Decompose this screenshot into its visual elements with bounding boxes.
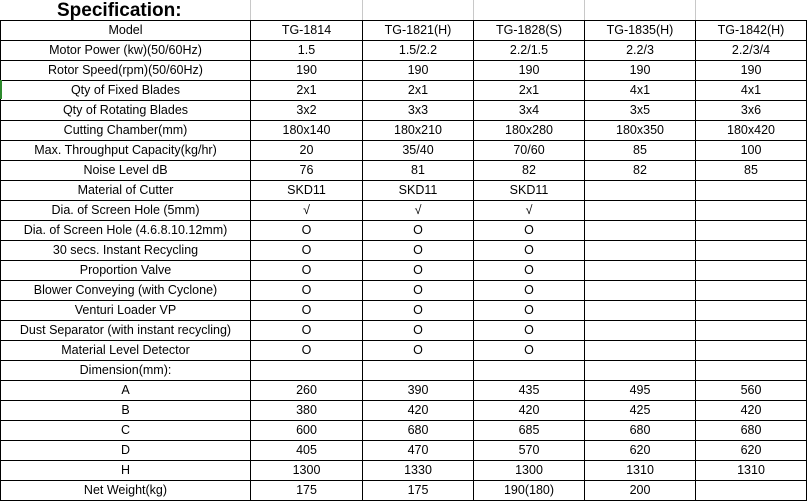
table-cell: 1.5/2.2 bbox=[363, 41, 474, 61]
table-cell: O bbox=[363, 301, 474, 321]
table-cell: 3x3 bbox=[363, 101, 474, 121]
row-label: Dimension(mm): bbox=[1, 361, 251, 381]
table-cell: SKD11 bbox=[363, 181, 474, 201]
row-label: Venturi Loader VP bbox=[1, 301, 251, 321]
table-cell: O bbox=[474, 241, 585, 261]
header-cell: TG-1842(H) bbox=[696, 21, 807, 41]
table-cell: SKD11 bbox=[251, 181, 363, 201]
table-cell: 435 bbox=[474, 381, 585, 401]
row-label: Material of Cutter bbox=[1, 181, 251, 201]
table-cell: 190 bbox=[585, 61, 696, 81]
row-label: Material Level Detector bbox=[1, 341, 251, 361]
table-cell: O bbox=[251, 261, 363, 281]
header-cell: TG-1835(H) bbox=[585, 21, 696, 41]
table-cell bbox=[585, 221, 696, 241]
table-row bbox=[1, 481, 807, 501]
table-cell: 680 bbox=[696, 421, 807, 441]
table-row bbox=[1, 241, 807, 261]
table-cell bbox=[696, 321, 807, 341]
table-cell: O bbox=[474, 261, 585, 281]
spec-body bbox=[1, 41, 807, 501]
table-row bbox=[1, 281, 807, 301]
table-row bbox=[1, 161, 807, 181]
table-cell: O bbox=[363, 321, 474, 341]
row-label: Net Weight(kg) bbox=[1, 481, 251, 501]
table-cell bbox=[585, 201, 696, 221]
table-cell: 3x5 bbox=[585, 101, 696, 121]
table-cell bbox=[585, 281, 696, 301]
table-cell: 2x1 bbox=[474, 81, 585, 101]
table-cell: O bbox=[363, 261, 474, 281]
table-cell: 81 bbox=[363, 161, 474, 181]
table-cell: 175 bbox=[251, 481, 363, 501]
table-row bbox=[1, 261, 807, 281]
table-row bbox=[1, 201, 807, 221]
table-cell: 4x1 bbox=[585, 81, 696, 101]
table-cell bbox=[251, 361, 363, 381]
table-cell: 2x1 bbox=[251, 81, 363, 101]
table-cell: 76 bbox=[251, 161, 363, 181]
table-cell: 570 bbox=[474, 441, 585, 461]
header-cell: Model bbox=[1, 21, 251, 41]
table-row bbox=[1, 141, 807, 161]
table-cell: 190 bbox=[696, 61, 807, 81]
row-label: Max. Throughput Capacity(kg/hr) bbox=[1, 141, 251, 161]
header-row bbox=[1, 21, 807, 41]
row-label: Motor Power (kw)(50/60Hz) bbox=[1, 41, 251, 61]
table-cell: 620 bbox=[696, 441, 807, 461]
table-cell: 680 bbox=[363, 421, 474, 441]
table-cell: 2.2/1.5 bbox=[474, 41, 585, 61]
table-cell: 180x280 bbox=[474, 121, 585, 141]
table-cell: 85 bbox=[696, 161, 807, 181]
table-cell: 3x6 bbox=[696, 101, 807, 121]
table-cell: O bbox=[251, 221, 363, 241]
grid-line bbox=[584, 0, 585, 20]
table-cell: 20 bbox=[251, 141, 363, 161]
row-label: Dia. of Screen Hole (5mm) bbox=[1, 201, 251, 221]
table-cell: 200 bbox=[585, 481, 696, 501]
table-cell: √ bbox=[251, 201, 363, 221]
table-cell: 405 bbox=[251, 441, 363, 461]
table-cell: 600 bbox=[251, 421, 363, 441]
grid-line bbox=[250, 0, 251, 20]
table-cell: 1330 bbox=[363, 461, 474, 481]
header-cell: TG-1814 bbox=[251, 21, 363, 41]
table-cell: 4x1 bbox=[696, 81, 807, 101]
table-cell: O bbox=[251, 281, 363, 301]
table-cell bbox=[696, 201, 807, 221]
row-label: B bbox=[1, 401, 251, 421]
table-cell: 620 bbox=[585, 441, 696, 461]
spec-table bbox=[0, 20, 807, 501]
table-row bbox=[1, 121, 807, 141]
table-cell: O bbox=[474, 301, 585, 321]
table-row bbox=[1, 461, 807, 481]
table-cell: O bbox=[363, 241, 474, 261]
table-cell: √ bbox=[363, 201, 474, 221]
table-row bbox=[1, 61, 807, 81]
row-label: Proportion Valve bbox=[1, 261, 251, 281]
table-cell bbox=[474, 361, 585, 381]
table-cell bbox=[696, 241, 807, 261]
table-cell: 100 bbox=[696, 141, 807, 161]
table-cell: O bbox=[474, 321, 585, 341]
row-label: Blower Conveying (with Cyclone) bbox=[1, 281, 251, 301]
table-row bbox=[1, 181, 807, 201]
grid-line bbox=[362, 0, 363, 20]
table-cell bbox=[585, 361, 696, 381]
table-cell: O bbox=[363, 281, 474, 301]
table-cell: 1300 bbox=[251, 461, 363, 481]
table-cell: 1.5 bbox=[251, 41, 363, 61]
table-cell bbox=[696, 281, 807, 301]
table-cell bbox=[585, 341, 696, 361]
header-cell: TG-1821(H) bbox=[363, 21, 474, 41]
table-cell: O bbox=[251, 301, 363, 321]
grid-line bbox=[473, 0, 474, 20]
table-cell bbox=[696, 261, 807, 281]
table-cell: 1310 bbox=[585, 461, 696, 481]
table-cell: 85 bbox=[585, 141, 696, 161]
table-cell: √ bbox=[474, 201, 585, 221]
row-label: 30 secs. Instant Recycling bbox=[1, 241, 251, 261]
table-cell: 180x210 bbox=[363, 121, 474, 141]
table-cell: 685 bbox=[474, 421, 585, 441]
table-cell bbox=[696, 221, 807, 241]
table-cell: 420 bbox=[474, 401, 585, 421]
table-cell: O bbox=[363, 221, 474, 241]
row-label: Rotor Speed(rpm)(50/60Hz) bbox=[1, 61, 251, 81]
table-cell: 70/60 bbox=[474, 141, 585, 161]
table-cell: 190 bbox=[251, 61, 363, 81]
table-row bbox=[1, 441, 807, 461]
table-cell bbox=[585, 261, 696, 281]
table-row bbox=[1, 401, 807, 421]
table-cell: 425 bbox=[585, 401, 696, 421]
row-label: Qty of Rotating Blades bbox=[1, 101, 251, 121]
table-cell: 2.2/3/4 bbox=[696, 41, 807, 61]
table-cell: 3x4 bbox=[474, 101, 585, 121]
row-label: D bbox=[1, 441, 251, 461]
table-cell: SKD11 bbox=[474, 181, 585, 201]
table-cell: 1300 bbox=[474, 461, 585, 481]
table-cell: 82 bbox=[585, 161, 696, 181]
table-cell bbox=[585, 241, 696, 261]
table-cell: 3x2 bbox=[251, 101, 363, 121]
table-cell: 190(180) bbox=[474, 481, 585, 501]
table-cell: 420 bbox=[363, 401, 474, 421]
table-row bbox=[1, 381, 807, 401]
table-cell: 2x1 bbox=[363, 81, 474, 101]
grid-line bbox=[695, 0, 696, 20]
table-cell bbox=[696, 361, 807, 381]
table-cell: O bbox=[474, 221, 585, 241]
table-row bbox=[1, 221, 807, 241]
table-cell: 180x420 bbox=[696, 121, 807, 141]
table-cell: 560 bbox=[696, 381, 807, 401]
table-cell: O bbox=[251, 241, 363, 261]
table-cell: 190 bbox=[474, 61, 585, 81]
table-cell: 680 bbox=[585, 421, 696, 441]
header-cell: TG-1828(S) bbox=[474, 21, 585, 41]
table-row bbox=[1, 321, 807, 341]
table-cell: 180x140 bbox=[251, 121, 363, 141]
table-row bbox=[1, 361, 807, 381]
table-cell: 390 bbox=[363, 381, 474, 401]
table-cell: 420 bbox=[696, 401, 807, 421]
table-cell: O bbox=[251, 341, 363, 361]
row-selection-marker bbox=[0, 80, 2, 99]
table-row bbox=[1, 101, 807, 121]
table-cell: 175 bbox=[363, 481, 474, 501]
table-cell: 1310 bbox=[696, 461, 807, 481]
row-label: Dia. of Screen Hole (4.6.8.10.12mm) bbox=[1, 221, 251, 241]
row-label: Dust Separator (with instant recycling) bbox=[1, 321, 251, 341]
table-cell bbox=[585, 321, 696, 341]
table-row bbox=[1, 341, 807, 361]
table-cell bbox=[696, 301, 807, 321]
table-cell: 260 bbox=[251, 381, 363, 401]
table-row bbox=[1, 41, 807, 61]
table-cell bbox=[363, 361, 474, 381]
table-cell: 2.2/3 bbox=[585, 41, 696, 61]
table-cell bbox=[696, 341, 807, 361]
table-cell bbox=[585, 301, 696, 321]
table-cell: 380 bbox=[251, 401, 363, 421]
table-cell bbox=[696, 481, 807, 501]
table-cell: 470 bbox=[363, 441, 474, 461]
table-cell: O bbox=[363, 341, 474, 361]
table-cell bbox=[585, 181, 696, 201]
spec-title: Specification: bbox=[57, 0, 182, 21]
table-row bbox=[1, 81, 807, 101]
row-label: H bbox=[1, 461, 251, 481]
table-cell: 190 bbox=[363, 61, 474, 81]
row-label: Qty of Fixed Blades bbox=[1, 81, 251, 101]
table-cell: 180x350 bbox=[585, 121, 696, 141]
table-cell: 495 bbox=[585, 381, 696, 401]
row-label: C bbox=[1, 421, 251, 441]
table-cell: O bbox=[474, 281, 585, 301]
row-label: Cutting Chamber(mm) bbox=[1, 121, 251, 141]
row-label: Noise Level dB bbox=[1, 161, 251, 181]
row-label: A bbox=[1, 381, 251, 401]
table-row bbox=[1, 301, 807, 321]
table-cell: 35/40 bbox=[363, 141, 474, 161]
table-cell: O bbox=[474, 341, 585, 361]
table-cell: 82 bbox=[474, 161, 585, 181]
table-cell: O bbox=[251, 321, 363, 341]
table-cell bbox=[696, 181, 807, 201]
table-row bbox=[1, 421, 807, 441]
